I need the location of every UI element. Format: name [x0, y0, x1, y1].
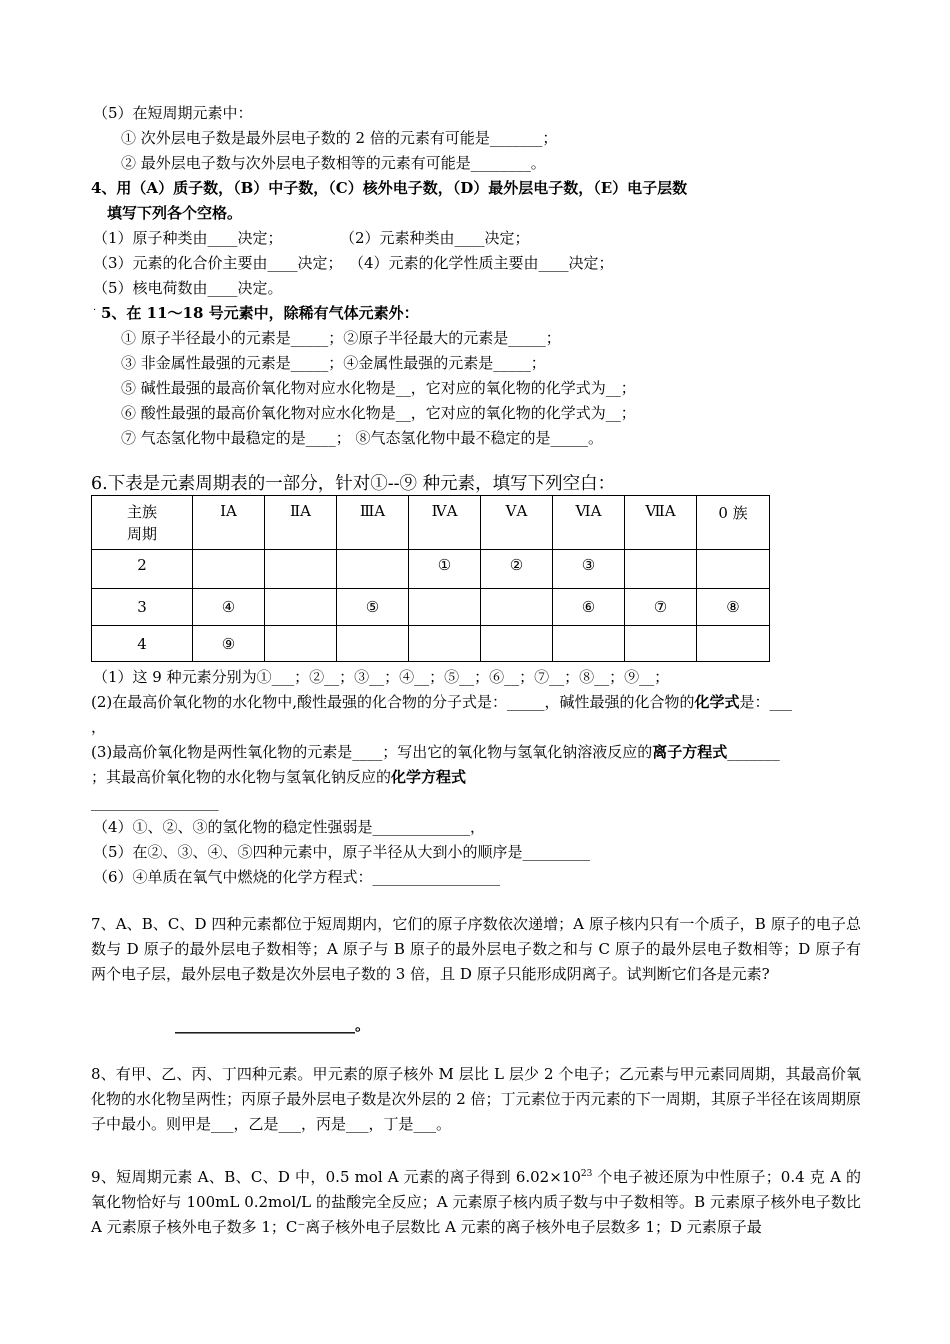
group-header: ⅤA: [481, 496, 553, 550]
q6-sub-1: （1）这 9 种元素分别为①___；②__；③__；④__；⑤__；⑥__；⑦__；⑧__；⑨__；: [93, 668, 670, 686]
q3-5-b: ② 最外层电子数与次外层电子数相等的元素有可能是________。: [121, 154, 546, 172]
period-cell: 4: [92, 626, 193, 662]
element-cell: [697, 550, 770, 589]
q9-text: [91, 1162, 861, 1240]
element-cell: [337, 626, 409, 662]
element-cell: [337, 550, 409, 589]
q6-sub-3: [91, 742, 780, 762]
q4-item-1: （1）原子种类由____决定；: [93, 229, 283, 247]
q5-line-2: ③ 非金属性最强的元素是_____；④金属性最强的元素是_____；: [121, 354, 546, 372]
q3-5-a: ① 次外层电子数是最外层电子数的 2 倍的元素有可能是_______；: [121, 129, 558, 147]
element-cell: ①: [409, 550, 481, 589]
element-cell: [481, 626, 553, 662]
q6-sub-6: （6）④单质在氧气中燃烧的化学方程式：_________________: [93, 868, 501, 886]
corner-period-label: 周期: [126, 524, 157, 543]
q9-text-b: 个电子被还原为中性原子；0.4 克 A 的氧化物恰好与 100mL 0.2mol/L 的盐酸完全反应；A 元素原子核内质子数与中子数相等。B 元素原子核外电子数比 A 元素原子核外电子数多 1；C⁻离子核外电子层数比 A 元素的离子核外电子层数多 1；D 元素原子最: [91, 1168, 862, 1236]
element-cell: ②: [481, 550, 553, 589]
element-cell: ⑥: [553, 589, 625, 626]
element-cell: [625, 626, 697, 662]
q9-exponent: 23: [580, 1169, 593, 1179]
element-cell: ⑨: [193, 626, 265, 662]
element-cell: [265, 550, 337, 589]
q9-text-a: 9、短周期元素 A、B、C、D 中，0.5 mol A 元素的离子得到 6.02×10: [91, 1168, 581, 1186]
q6-sub-2-c: 是：___: [739, 693, 793, 711]
q6-sub-3-c: _______: [727, 743, 780, 761]
q4-item-5: （5）核电荷数由____决定。: [93, 279, 283, 297]
table-header-row: [92, 496, 770, 550]
q4-item-4: （4）元素的化学性质主要由____决定；: [349, 254, 614, 272]
q6-sub-2: [91, 692, 792, 712]
period-cell: 2: [92, 550, 193, 589]
element-cell: ⑤: [337, 589, 409, 626]
q6-sub-3-bold-2: 化学方程式: [391, 768, 467, 786]
q6-sub-4: （4）①、②、③的氢化物的稳定性强弱是_____________，: [93, 818, 486, 836]
element-cell: ⑧: [697, 589, 770, 626]
q5-line-5: ⑦ 气态氢化物中最稳定的是____； ⑧气态氢化物中最不稳定的是_____。: [121, 429, 604, 447]
element-cell: [265, 589, 337, 626]
q4-item-3: （3）元素的化合价主要由____决定；: [93, 254, 343, 272]
element-cell: ④: [193, 589, 265, 626]
q8-text: 8、有甲、乙、丙、丁四种元素。甲元素的原子核外 M 层比 L 层少 2 个电子；乙元素与甲元素同周期，其最高价氧化物的水化物呈两性；丙原子最外层电子数是次外层的 2 倍；丁元素位于丙元素的下一周期，其原子半径在该周期原子中最小。则甲是___，乙是___，丙是___，丁是___。: [91, 1065, 861, 1133]
element-cell: ⑦: [625, 589, 697, 626]
q5-line-4: ⑥ 酸性最强的最高价氧化物对应水化物是__，它对应的氧化物的化学式为__；: [121, 404, 636, 422]
table-row: [92, 589, 770, 626]
q5-title: 5、在 11～18 号元素中，除稀有气体元素外：: [101, 304, 419, 322]
q6-sub-3-d: ；其最高价氧化物的水化物与氢氧化钠反应的: [91, 768, 392, 786]
element-cell: [265, 626, 337, 662]
group-header: ⅦA: [625, 496, 697, 550]
q6-title: 6.下表是元素周期表的一部分，针对①--⑨ 种元素，填写下列空白：: [91, 474, 616, 494]
group-header: 0 族: [697, 496, 770, 550]
q6-sub-3-a: (3)最高价氧化物是两性氧化物的元素是____；写出它的氧化物与氢氧化钠溶液反应的: [91, 743, 653, 761]
element-cell: [553, 626, 625, 662]
q6-sub-2-bold: 化学式: [694, 693, 740, 711]
q6-sub-2-a: (2)在最高价氧化物的水化物中,酸性最强的化合物的分子式是：_____，碱性最强的化合物的: [91, 693, 695, 711]
q7-text: 7、A、B、C、D 四种元素都位于短周期内，它们的原子序数依次递增；A 原子核内只有一个质子，B 原子的电子总数与 D 原子的最外层电子数相等；A 原子与 B 原子的最外层电子数之和与 C 原子的最外层电子数相等；D 原子有两个电子层，最外层电子数是次外层电子数的 3 倍，且 D 原子只能形成阴离子。试判断它们各是元素?: [91, 915, 861, 983]
element-cell: [409, 589, 481, 626]
group-header: ⅥA: [553, 496, 625, 550]
element-cell: [697, 626, 770, 662]
q4-item-2: （2）元素种类由____决定；: [340, 229, 530, 247]
q3-5-intro: （5）在短周期元素中：: [93, 104, 253, 122]
period-cell: 3: [92, 589, 193, 626]
periodic-table: [91, 495, 770, 662]
element-cell: ③: [553, 550, 625, 589]
q5-line-1: ① 原子半径最小的元素是_____；②原子半径最大的元素是_____；: [121, 329, 561, 347]
q7-answer-line: ________________________。: [175, 1016, 371, 1034]
q6-sub-3-cont: [91, 767, 466, 787]
element-cell: [193, 550, 265, 589]
q5-line-3: ⑤ 碱性最强的最高价氧化物对应水化物是__，它对应的氧化物的化学式为__；: [121, 379, 636, 397]
corner-group-label: 主族: [126, 502, 157, 521]
element-cell: [625, 550, 697, 589]
group-header: ⅣA: [409, 496, 481, 550]
element-cell: [409, 626, 481, 662]
element-cell: [481, 589, 553, 626]
q6-sub-5: （5）在②、③、④、⑤四种元素中，原子半径从大到小的顺序是_________: [93, 843, 591, 861]
group-header: ⅠA: [193, 496, 265, 550]
group-header: ⅡA: [265, 496, 337, 550]
table-row: [92, 550, 770, 589]
table-row: [92, 626, 770, 662]
q6-sub-3-blank: _________________: [91, 793, 219, 811]
group-header: ⅢA: [337, 496, 409, 550]
corner-cell: [92, 496, 193, 550]
q4-title-cont: 填写下列各个空格。: [107, 204, 243, 222]
q6-sub-2-cont: ，: [91, 718, 107, 736]
q4-title: 4、用（A）质子数，（B）中子数，（C）核外电子数，（D）最外层电子数，（E）电子层数: [91, 179, 688, 197]
bullet-mark: ·: [93, 305, 97, 316]
q6-sub-3-bold: 离子方程式: [652, 743, 728, 761]
